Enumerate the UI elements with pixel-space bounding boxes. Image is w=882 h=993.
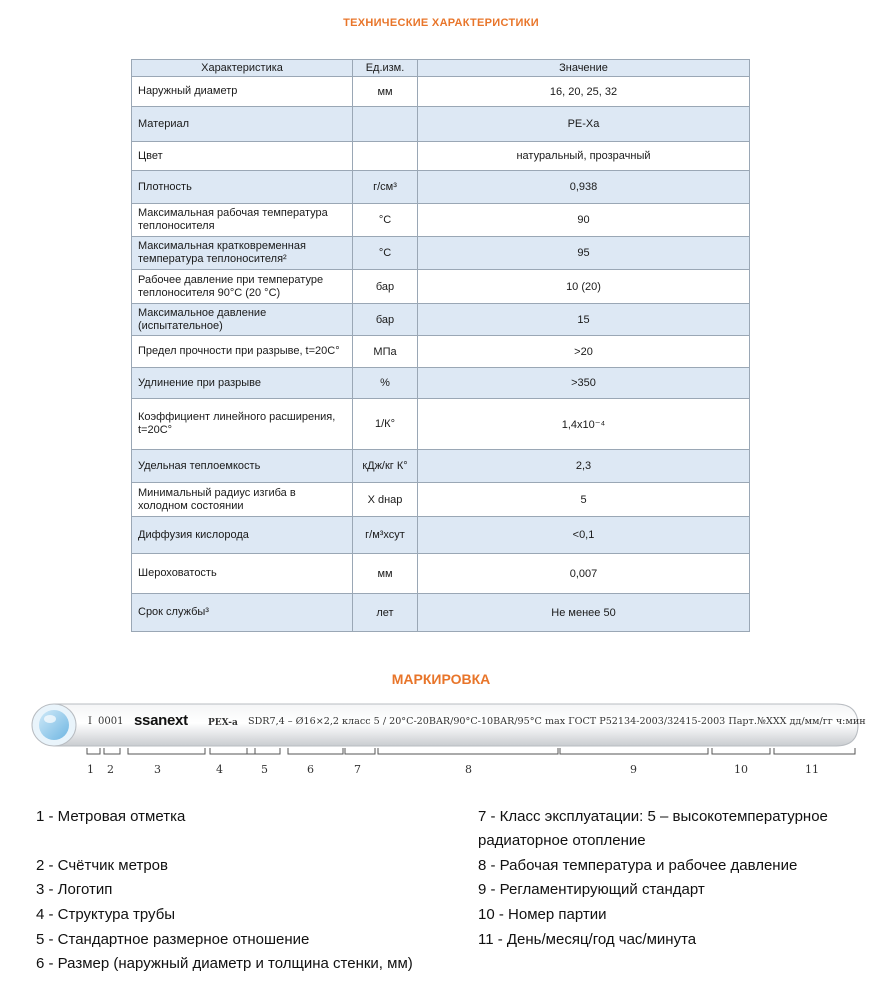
row-value: 2,3 — [418, 450, 750, 483]
tick-label-1: 1 — [87, 763, 94, 776]
row-name: Удлинение при разрыве — [132, 368, 353, 399]
table-row — [132, 594, 750, 632]
row-unit: г/м³хсут — [353, 517, 418, 554]
row-value: Не менее 50 — [418, 594, 750, 632]
row-value: <0,1 — [418, 517, 750, 554]
marking-title: МАРКИРОВКА — [391, 671, 491, 687]
row-value: 5 — [418, 483, 750, 517]
table-row — [132, 77, 750, 107]
tick-label-7: 7 — [354, 763, 361, 776]
tick-label-8: 8 — [465, 763, 472, 776]
row-value: 0,007 — [418, 554, 750, 594]
header-unit: Ед.изм. — [353, 60, 418, 77]
row-name: Удельная теплоемкость — [132, 450, 353, 483]
table-row — [132, 554, 750, 594]
spec-table — [131, 59, 750, 632]
row-name: Минимальный радиус изгиба в холодном состоянии — [132, 483, 353, 517]
row-value: >20 — [418, 336, 750, 368]
row-unit: мм — [353, 554, 418, 594]
row-name: Плотность — [132, 171, 353, 204]
row-value: 15 — [418, 304, 750, 336]
row-name: Рабочее давление при температуре теплоносителя 90°С (20 °С) — [132, 270, 353, 304]
header-value: Значение — [418, 60, 750, 77]
marking-brackets — [80, 746, 860, 760]
row-unit: 1/К° — [353, 399, 418, 450]
row-unit: мм — [353, 77, 418, 107]
row-unit: бар — [353, 270, 418, 304]
table-row — [132, 142, 750, 171]
row-value: 16, 20, 25, 32 — [418, 77, 750, 107]
pipe-counter: 0001 — [98, 716, 124, 727]
row-value: 0,938 — [418, 171, 750, 204]
table-row — [132, 483, 750, 517]
table-row — [132, 204, 750, 237]
tick-label-3: 3 — [154, 763, 161, 776]
legend-item: 1 - Метровая отметка — [36, 808, 186, 825]
pipe-structure: PEX-a — [208, 718, 238, 728]
row-name: Максимальная кратковременная температура теплоносителя² — [132, 237, 353, 270]
row-unit: лет — [353, 594, 418, 632]
row-value: натуральный, прозрачный — [418, 142, 750, 171]
legend-item: радиаторное отопление — [478, 832, 646, 849]
legend-item: 9 - Регламентирующий стандарт — [478, 881, 705, 898]
row-name: Диффузия кислорода — [132, 517, 353, 554]
legend-item: 11 - День/месяц/год час/минута — [478, 931, 697, 948]
header-characteristic: Характеристика — [132, 60, 353, 77]
row-value: >350 — [418, 368, 750, 399]
table-row — [132, 237, 750, 270]
row-value: 10 (20) — [418, 270, 750, 304]
row-unit — [353, 142, 418, 171]
technical-specs-title: ТЕХНИЧЕСКИЕ ХАРАКТЕРИСТИКИ — [343, 17, 539, 29]
legend-item: 4 - Структура трубы — [36, 906, 176, 923]
tick-label-6: 6 — [307, 763, 314, 776]
legend-item: 2 - Счётчик метров — [36, 857, 168, 874]
legend-item: 10 - Номер партии — [478, 906, 607, 923]
legend-item: 6 - Размер (наружный диаметр и толщина стенки, мм) — [36, 955, 413, 972]
row-unit: МПа — [353, 336, 418, 368]
table-row — [132, 304, 750, 336]
tick-label-10: 10 — [734, 763, 748, 776]
pipe-logo: ssanext — [134, 712, 188, 729]
row-unit: % — [353, 368, 418, 399]
tick-label-2: 2 — [107, 763, 114, 776]
row-name: Срок службы³ — [132, 594, 353, 632]
tick-label-11: 11 — [805, 763, 819, 776]
table-row — [132, 399, 750, 450]
table-row — [132, 450, 750, 483]
legend-item: 7 - Класс эксплуатации: 5 – высокотемпературное — [478, 808, 828, 825]
table-row — [132, 336, 750, 368]
table-row — [132, 270, 750, 304]
legend-item: 8 - Рабочая температура и рабочее давление — [478, 857, 798, 874]
legend-item: 3 - Логотип — [36, 881, 113, 898]
pipe-meter-mark: I — [88, 716, 92, 727]
row-unit: °С — [353, 237, 418, 270]
row-value: 95 — [418, 237, 750, 270]
row-name: Предел прочности при разрыве, t=20C° — [132, 336, 353, 368]
row-name: Максимальное давление (испытательное) — [132, 304, 353, 336]
table-row — [132, 517, 750, 554]
row-name: Коэффициент линейного расширения, t=20C° — [132, 399, 353, 450]
row-unit: бар — [353, 304, 418, 336]
row-unit: °С — [353, 204, 418, 237]
row-name: Шероховатость — [132, 554, 353, 594]
row-unit: кДж/кг К° — [353, 450, 418, 483]
row-value: PE-Xa — [418, 107, 750, 142]
table-row — [132, 368, 750, 399]
row-name: Наружный диаметр — [132, 77, 353, 107]
row-name: Цвет — [132, 142, 353, 171]
tick-label-4: 4 — [216, 763, 223, 776]
legend-item: 5 - Стандартное размерное отношение — [36, 931, 310, 948]
row-name: Максимальная рабочая температура теплоносителя — [132, 204, 353, 237]
table-row — [132, 107, 750, 142]
tick-label-9: 9 — [630, 763, 637, 776]
tick-label-5: 5 — [261, 763, 268, 776]
row-value: 90 — [418, 204, 750, 237]
table-row — [132, 171, 750, 204]
row-unit: г/см³ — [353, 171, 418, 204]
pipe-print-text: SDR7,4 – Ø16×2,2 класс 5 / 20°C-20BAR/90°C-10BAR/95°C max ГОСТ Р52134-2003/32415-2003 Парт.№XXX дд/мм/гг ч:мин — [248, 716, 866, 727]
row-value: 1,4x10⁻⁴ — [418, 399, 750, 450]
table-header-row — [132, 60, 750, 77]
row-unit: X dнар — [353, 483, 418, 517]
row-name: Материал — [132, 107, 353, 142]
row-unit — [353, 107, 418, 142]
